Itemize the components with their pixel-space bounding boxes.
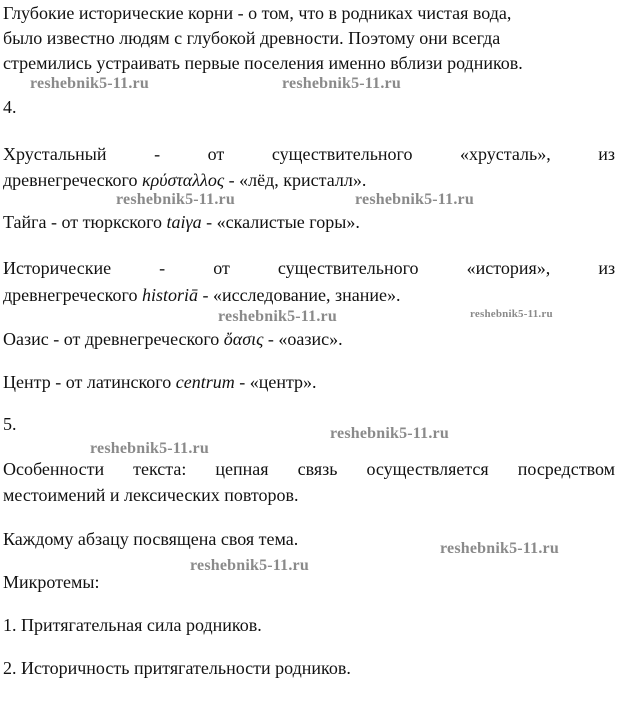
watermark-8: reshebnik5-11.ru bbox=[90, 440, 209, 457]
watermark-5: reshebnik5-11.ru bbox=[218, 308, 337, 325]
watermark-2: reshebnik5-11.ru bbox=[282, 75, 401, 92]
paragraph-1-line-1: Глубокие исторические корни - о том, что в родниках чистая вода, bbox=[3, 3, 512, 23]
mikrotemy-heading: Микротемы: bbox=[3, 572, 100, 592]
paragraph-1-line-2: было известно людям с глубокой древности. Поэтому они всегда bbox=[3, 28, 501, 48]
watermark-4: reshebnik5-11.ru bbox=[355, 191, 474, 208]
paragraph-1-line-3: стремились устраивать первые поселения именно вблизи родников. bbox=[3, 53, 523, 73]
oazis-line: Оазис - от древнегреческого ὄασις - «оазис». bbox=[3, 329, 343, 349]
hrustalny-line-2: древнегреческого κρύσταλλος - «лёд, кристалл». bbox=[3, 170, 367, 190]
taiga-line: Тайга - от тюркского taiγa - «скалистые горы». bbox=[3, 212, 360, 232]
kazhdomu-abzacu-line: Каждому абзацу посвящена своя тема. bbox=[3, 529, 299, 549]
section-number-4: 4. bbox=[3, 97, 17, 117]
mikrotema-2: 2. Историчность притягательности родников. bbox=[3, 658, 351, 678]
watermark-10: reshebnik5-11.ru bbox=[190, 557, 309, 574]
watermark-6: reshebnik5-11.ru bbox=[470, 308, 553, 320]
watermark-1: reshebnik5-11.ru bbox=[30, 75, 149, 92]
osobennosti-line-2: местоимений и лексических повторов. bbox=[3, 485, 299, 505]
watermark-7: reshebnik5-11.ru bbox=[330, 425, 449, 442]
istoricheskie-line-1: Исторические - от существительного «история», из bbox=[3, 258, 616, 278]
section-number-5: 5. bbox=[3, 414, 17, 434]
mikrotema-1: 1. Притягательная сила родников. bbox=[3, 615, 262, 635]
watermark-9: reshebnik5-11.ru bbox=[440, 540, 559, 557]
istoricheskie-line-2: древнегреческого historiā - «исследование, знание». bbox=[3, 285, 401, 305]
osobennosti-line-1: Особенности текста: цепная связь осуществляется посредством bbox=[3, 459, 615, 479]
centr-line: Центр - от латинского centrum - «центр». bbox=[3, 372, 317, 392]
watermark-3: reshebnik5-11.ru bbox=[116, 191, 235, 208]
hrustalny-line-1: Хрустальный - от существительного «хрусталь», из bbox=[3, 144, 616, 164]
